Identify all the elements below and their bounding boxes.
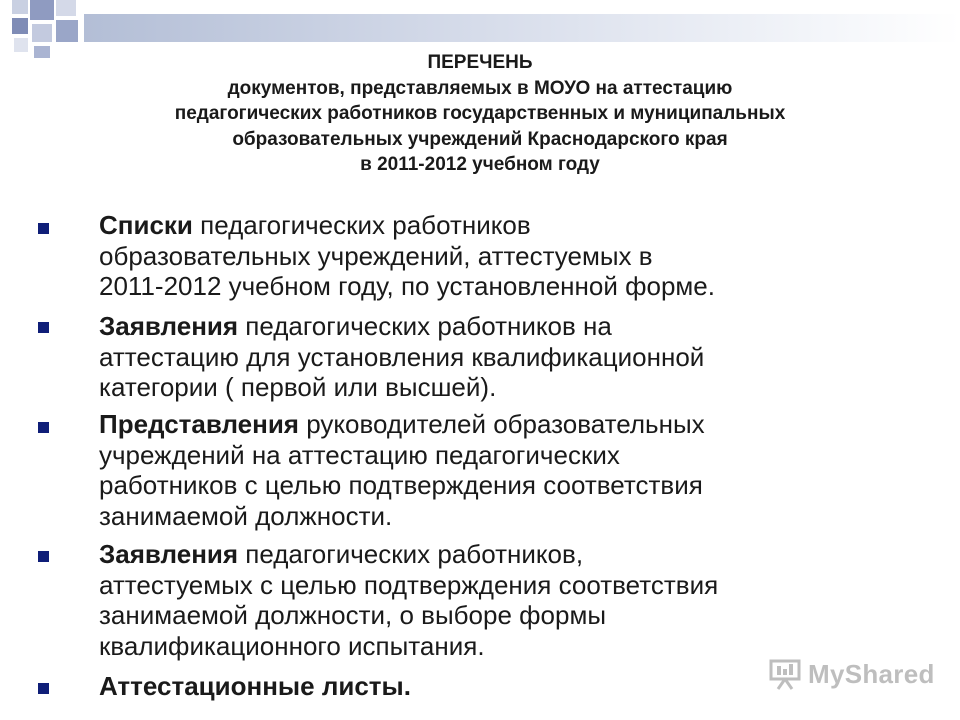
bullet-square-icon [38, 683, 49, 694]
item-keyword: Заявления [99, 539, 239, 569]
item-keyword: Представления [99, 409, 299, 439]
item-keyword: Списки [99, 210, 193, 240]
text-line: аттестацию для установления квалификационной [99, 341, 705, 372]
mysharedwatermark [768, 656, 938, 692]
item-text: педагогических работников [192, 210, 531, 240]
text-line: категории ( первой или высшей). [99, 372, 497, 402]
bullet-square-icon [38, 422, 49, 433]
title-line: образовательных учреждений Краснодарского края [232, 128, 728, 150]
bullet-square-icon [38, 322, 49, 333]
text-line: образовательных учреждений, аттестуемых в [99, 240, 653, 271]
watermark-text: MyShared [808, 659, 935, 689]
item-text: педагогических работников на [238, 311, 612, 341]
title-line: в 2011-2012 учебном году [360, 154, 600, 175]
text-line [99, 409, 939, 440]
text-line: занимаемой должности, о выборе формы [99, 600, 607, 630]
presentation-board-icon [768, 657, 802, 691]
list-item-text [99, 311, 939, 403]
text-line [99, 210, 939, 241]
bullet-square-icon [38, 223, 49, 234]
item-keyword: Аттестационные листы. [99, 671, 411, 701]
item-text: руководителей образовательных [298, 409, 705, 439]
item-keyword: Заявления [99, 311, 239, 341]
text-line: учреждений на аттестацию педагогических [99, 439, 620, 470]
title-line: документов, представляемых в МОУО на аттестацию [227, 77, 733, 99]
text-line: 2011-2012 учебном году, по установленной форме. [99, 271, 715, 301]
list-item-text [99, 539, 939, 661]
title-line: педагогических работников государственных и муниципальных [174, 103, 786, 124]
list-item-text [99, 210, 939, 302]
title-line: ПЕРЕЧЕНЬ [427, 52, 533, 73]
text-line: квалификационного испытания. [99, 630, 485, 661]
text-line [99, 539, 939, 570]
text-line: работников с целью подтверждения соответствия [99, 470, 703, 500]
item-text: педагогических работников, [238, 539, 584, 569]
text-line [99, 311, 939, 342]
bullet-square-icon [38, 551, 49, 562]
text-line: аттестуемых с целью подтверждения соответствия [99, 569, 719, 600]
list-item-text [99, 409, 939, 531]
text-line: занимаемой должности. [99, 500, 393, 531]
